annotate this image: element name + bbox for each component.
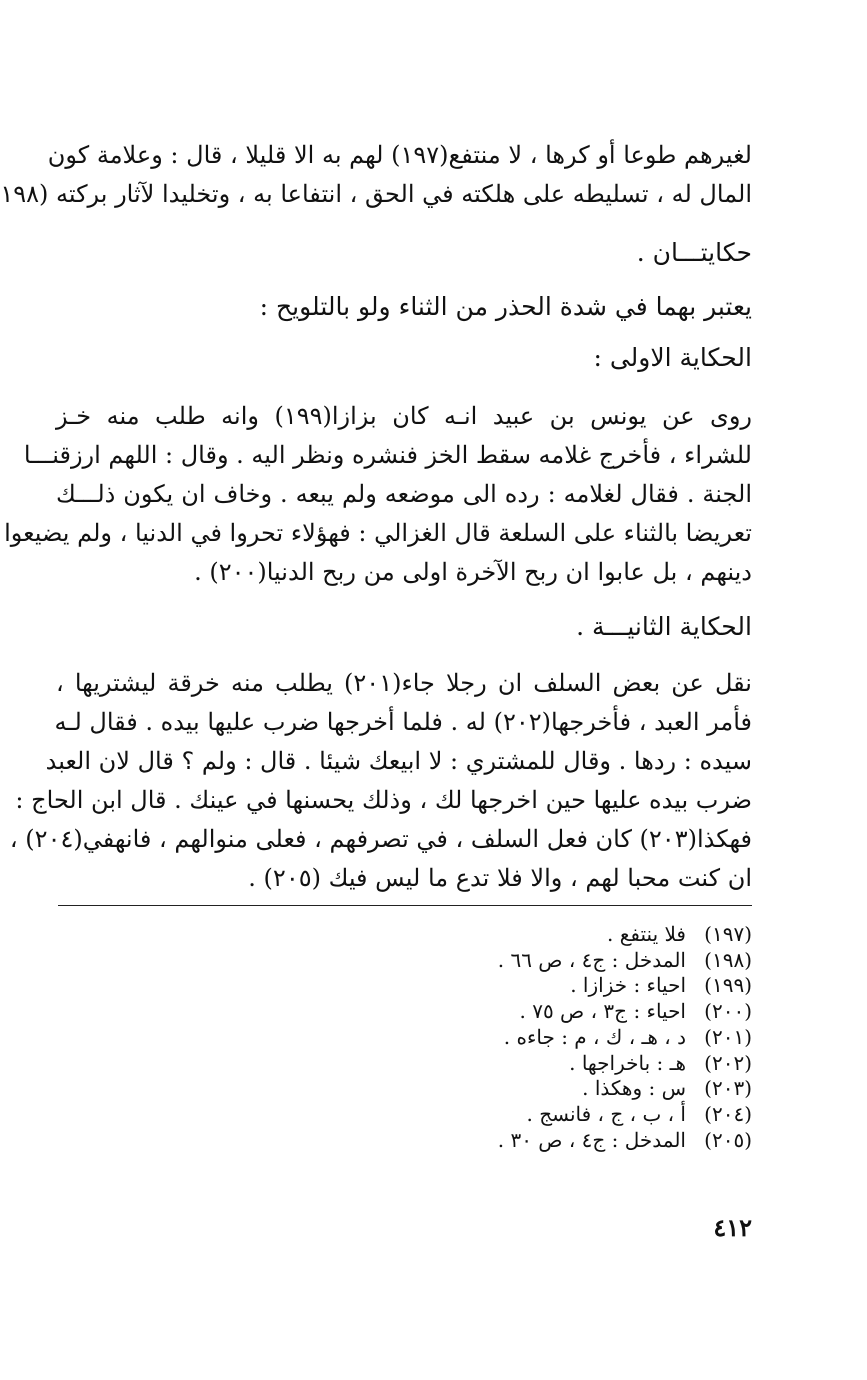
text-line: سيده : ردها . وقال للمشتري : لا ابيعك شيئا . قال : ولم ؟ قال لان العبد bbox=[45, 747, 752, 775]
footnote-text: المدخل : ج٤ ، ص ٣٠ . bbox=[497, 1127, 686, 1152]
text-line: روى عن يونس بن عبيد انـه كان بزازا(١٩٩) وانه طلب منه خـز bbox=[56, 402, 753, 430]
footnote-item bbox=[498, 973, 752, 999]
text-line: فأمر العبد ، فأخرجها(٢٠٢) له . فلما أخرجها ضرب عليها بيده . فقال لـه bbox=[54, 708, 752, 736]
footnote-item bbox=[498, 922, 752, 948]
footnote-text: أ ، ب ، ج ، فانسج . bbox=[526, 1101, 686, 1126]
text-line: ضرب بيده عليها حين اخرجها لك ، وذلك يحسنها في عينك . قال ابن الحاج : bbox=[15, 786, 752, 814]
paragraph-opening bbox=[0, 136, 752, 214]
text-line: المال له ، تسليطه على هلكته في الحق ، انتفاعا به ، وتخليدا لآثار بركته (١٩٨ bbox=[0, 180, 752, 208]
footnote-number: (٢٠٤) bbox=[704, 1101, 752, 1126]
footnote-item bbox=[498, 999, 752, 1025]
footnote-number: (٢٠٣) bbox=[704, 1076, 752, 1101]
footnote-text: المدخل : ج٤ ، ص ٦٦ . bbox=[497, 947, 686, 972]
footnote-text: س : وهكذا . bbox=[582, 1076, 686, 1101]
text-line: للشراء ، فأخرج غلامه سقط الخز فنشره ونظر اليه . وقال : اللهم ارزقنـــا bbox=[23, 441, 752, 469]
footnote-number: (١٩٨) bbox=[704, 947, 752, 972]
footnote-number: (١٩٧) bbox=[704, 922, 752, 946]
text-line: لغيرهم طوعا أو كرها ، لا منتفع(١٩٧) لهم به الا قليلا ، قال : وعلامة كون bbox=[47, 141, 752, 169]
text-line: دينهم ، بل عابوا ان ربح الآخرة اولى من ربح الدنيا(٢٠٠) . bbox=[194, 558, 752, 586]
footnote-divider bbox=[58, 905, 752, 906]
footnote-number: (٢٠٢) bbox=[704, 1050, 752, 1075]
text-line: الجنة . فقال لغلامه : رده الى موضعه ولم يبعه . وخاف ان يكون ذلـــك bbox=[56, 480, 752, 508]
footnote-text: د ، هـ ، ك ، م : جاءه . bbox=[503, 1024, 686, 1049]
story-two-heading: الحكاية الثانيـــة . bbox=[576, 612, 752, 641]
story-one-heading: الحكاية الاولى : bbox=[593, 343, 752, 372]
paragraph-story-two bbox=[9, 664, 752, 898]
text-line: ان كنت محبا لهم ، والا فلا تدع ما ليس فيك (٢٠٥) . bbox=[248, 864, 752, 892]
section-heading: حكايتـــان . bbox=[636, 238, 752, 267]
footnote-number: (٢٠١) bbox=[704, 1024, 752, 1049]
footnote-number: (٢٠٠) bbox=[704, 999, 752, 1024]
paragraph-story-one bbox=[4, 397, 753, 592]
footnote-text: احياء : ج٣ ، ص ٧٥ . bbox=[519, 999, 686, 1024]
text-line: نقل عن بعض السلف ان رجلا جاء(٢٠١) يطلب منه خرقة ليشتريها ، bbox=[56, 669, 752, 697]
footnote-number: (٢٠٥) bbox=[704, 1127, 752, 1152]
footnotes bbox=[498, 922, 752, 1153]
footnote-item bbox=[498, 948, 752, 974]
footnote-item bbox=[498, 1102, 752, 1128]
section-intro: يعتبر بهما في شدة الحذر من الثناء ولو بالتلويح : bbox=[259, 292, 752, 321]
footnote-text: فلا ينتفع . bbox=[607, 922, 686, 946]
page-number: ٤١٢ bbox=[713, 1213, 752, 1242]
footnote-text: هـ : باخراجها . bbox=[569, 1050, 686, 1075]
text-line: تعريضا بالثناء على السلعة قال الغزالي : فهؤلاء تحروا في الدنيا ، ولم يضيعوا bbox=[4, 519, 752, 547]
footnote-item bbox=[498, 1128, 752, 1154]
footnote-number: (١٩٩) bbox=[704, 973, 752, 998]
footnote-text: احياء : خزازا . bbox=[570, 973, 686, 998]
footnote-item bbox=[498, 1025, 752, 1051]
footnote-item bbox=[498, 1051, 752, 1077]
text-line: فهكذا(٢٠٣) كان فعل السلف ، في تصرفهم ، فعلى منوالهم ، فانهفي(٢٠٤) ، bbox=[9, 825, 752, 853]
footnote-item bbox=[498, 1076, 752, 1102]
